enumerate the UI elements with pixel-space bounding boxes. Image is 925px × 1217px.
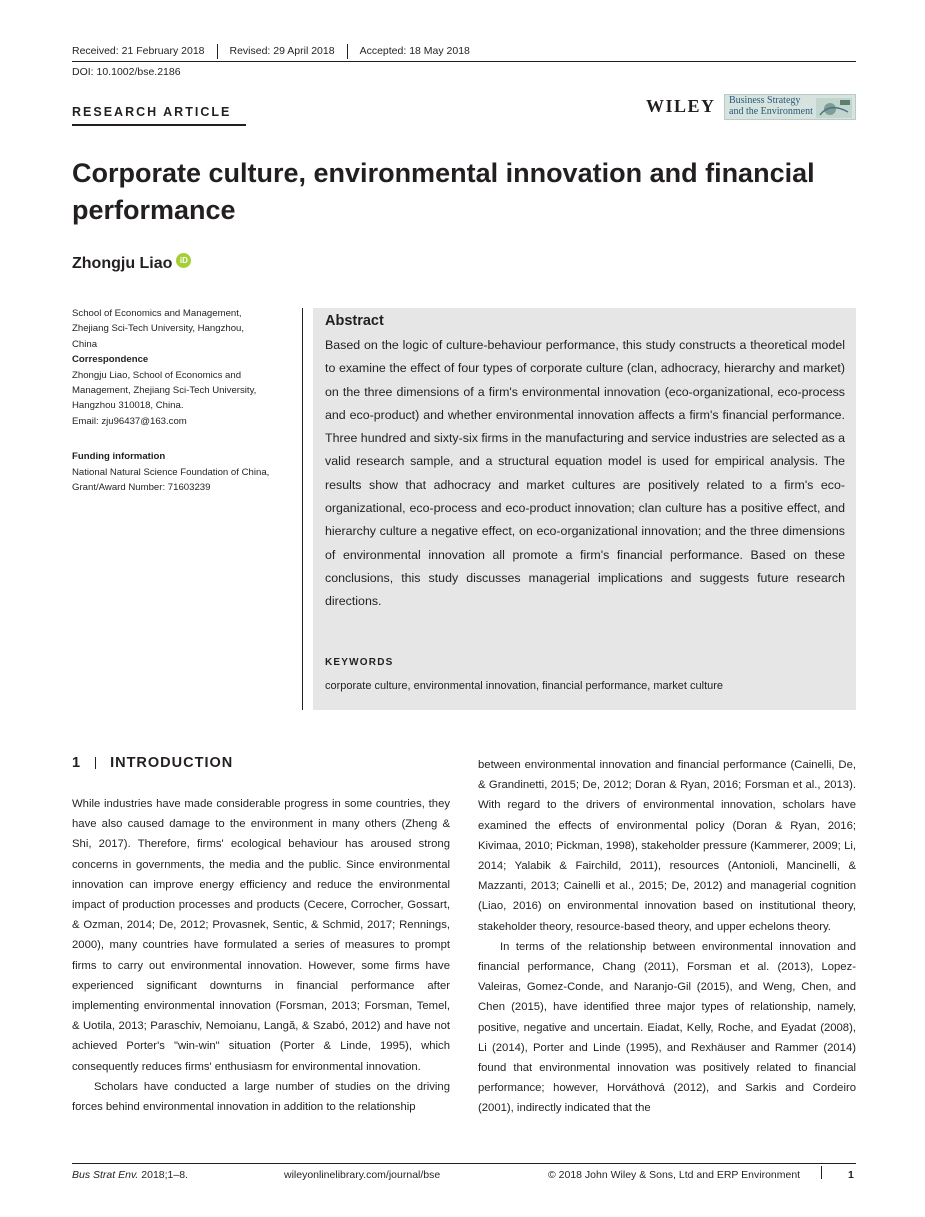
footer-separator xyxy=(821,1166,822,1179)
funding-line: National Natural Science Foundation of China, xyxy=(72,466,270,478)
author-name[interactable]: Zhongju Liao xyxy=(72,255,173,272)
funding xyxy=(72,465,297,496)
section-title: INTRODUCTION xyxy=(110,755,234,771)
received-date: Received: 21 February 2018 xyxy=(72,45,205,57)
affiliation-line: China xyxy=(72,338,98,350)
section-separator xyxy=(95,757,96,769)
keywords-label: KEYWORDS xyxy=(325,657,394,668)
affiliation-line: Zhejiang Sci-Tech University, Hangzhou, xyxy=(72,323,245,335)
keywords: corporate culture, environmental innovation, financial performance, market culture xyxy=(325,680,724,692)
correspondence xyxy=(72,368,297,430)
affiliation xyxy=(72,306,297,352)
article-dates xyxy=(72,44,482,59)
footer-divider xyxy=(72,1163,856,1164)
accepted-date: Accepted: 18 May 2018 xyxy=(347,44,482,59)
body-paragraph: between environmental innovation and financial performance (Cainelli, De, & Grandinetti, 2015; De, 2012; Doran & Ryan, 2016; Forsman et al., 2013). With regard to the drivers of environmental innovation, scholars have examined the effects of environmental policy (Doran & Ryan, 2016; Kivimaa, 2010; Pickman, 1998), stakeholder pressure (Kammerer, 2009; Li, 2014; Yalabik & Fairchild, 2011), resources (Antonioli, Mancinelli, & Mazzanti, 2013; Cainelli et al., 2015; De, 2012) and managerial cognition (Liao, 2016) on environmental innovation based on institutional theory, stakeholder theory, resource-based theory, and upper echelons theory. xyxy=(478,759,856,933)
body-paragraph: Scholars have conducted a large number of studies on the driving forces behind environmental innovation in addition to the relationship xyxy=(72,1080,450,1114)
abstract-text: Based on the logic of culture-behaviour performance, this study constructs a theoretical model to examine the effect of four types of corporate culture (clan, adhocracy, hierarchy and market) on the three dimensions of a firm's environmental innovation (eco-organizational, eco-process and eco-product) and whether environmental innovation affects a firm's financial performance. Three hundred and sixty-six firms in the manufacturing and service industries are selected as a valid research sample, and a structural equation model is used for empirical analysis. The results show that adhocracy and market cultures are positively related to a firm's eco-organizational, eco-process and eco-product innovation; clan culture has a positive effect, and hierarchy culture a negative effect, on eco-organizational innovation; and the three dimensions of environmental innovation all promote a firm's financial performance. Based on these conclusions, this study discusses managerial implications and suggests future research directions. xyxy=(325,338,845,609)
correspondence-line: Hangzhou 310018, China. xyxy=(72,400,184,412)
page-number: 1 xyxy=(848,1169,854,1181)
revised-date: Revised: 29 April 2018 xyxy=(217,44,347,59)
journal-logo-line2: and the Environment xyxy=(729,105,813,117)
footer-copyright: © 2018 John Wiley & Sons, Ltd and ERP Environment xyxy=(548,1169,801,1181)
footer-citation xyxy=(72,1169,188,1181)
article-type-underline xyxy=(72,124,246,126)
footer-url[interactable]: wileyonlinelibrary.com/journal/bse xyxy=(284,1169,441,1181)
author xyxy=(72,255,191,273)
footer-journal-abbr: Bus Strat Env. xyxy=(72,1169,139,1181)
orcid-icon[interactable]: iD xyxy=(176,253,191,268)
sidebar-divider xyxy=(302,308,303,710)
paper-title: Corporate culture, environmental innovation and financial performance xyxy=(72,158,815,225)
correspondence-email[interactable]: Email: zju96437@163.com xyxy=(72,415,187,427)
header-divider xyxy=(72,61,856,62)
body-column-right xyxy=(478,755,856,1119)
doi[interactable]: DOI: 10.1002/bse.2186 xyxy=(72,66,181,78)
abstract-heading: Abstract xyxy=(325,313,384,329)
body-column-left xyxy=(72,794,450,1117)
journal-logo-line1: Business Strategy xyxy=(729,95,801,106)
funding-label: Funding information xyxy=(72,451,166,463)
abstract-box xyxy=(313,308,856,710)
journal-cover-icon xyxy=(816,98,852,118)
section-heading xyxy=(72,755,233,771)
author-info-sidebar xyxy=(72,306,297,495)
body-paragraph: In terms of the relationship between environmental innovation and financial performance, Chang (2011), Forsman et al. (2013), Lopez-Valeiras, Gomez-Conde, and Naranjo-Gil (2015), and Weng, Chen, and Chen (2015), have identified three major types of relationship, namely, positive, negative and uncertain. Eiadat, Kelly, Roche, and Eyadat (2008), Li (2014), Porter and Linde (1995), and Rexhäuser and Rammer (2014) found that environmental innovation was positively related to financial performance; however, Horváthová (2012), and Sarkis and Cordeiro (2001), indirectly indicated that the xyxy=(478,940,856,1115)
footer-year-pages: 2018;1–8. xyxy=(138,1169,188,1181)
correspondence-line: Management, Zhejiang Sci-Tech University, xyxy=(72,385,257,397)
body-paragraph: While industries have made considerable progress in some countries, they have also caused damage to the environment in many others (Zheng & Shi, 2017). Therefore, firms' ecological behaviour has aroused strong concerns in governments, the media and the public. Since environmental innovation can improve energy efficiency and reduce the environmental impact of production processes and products (Cecere, Corrocher, Gossart, & Ozman, 2014; De, 2012; Provasnek, Sentic, & Schmid, 2017; Rennings, 2000), many countries have formulated a series of measures to prompt firms to carry out environmental innovation. However, some firms have experienced significant downturns in financial performance after implementing environmental innovation (Forsman, 2013; Forsman, Temel, & Uotila, 2013; Paraschiv, Nemoianu, Langă, & Szabó, 2012) and have not achieved Porter's "win-win" situation (Porter & Linde, 1995), which consequently reduces firms' enthusiasm for environmental innovation. xyxy=(72,798,450,1073)
section-number: 1 xyxy=(72,755,82,771)
correspondence-label: Correspondence xyxy=(72,354,149,366)
affiliation-line: School of Economics and Management, xyxy=(72,308,242,319)
publisher-logo[interactable]: WILEY xyxy=(646,96,716,116)
funding-line: Grant/Award Number: 71603239 xyxy=(72,482,211,494)
journal-logo[interactable] xyxy=(724,94,856,120)
article-type: RESEARCH ARTICLE xyxy=(72,105,232,119)
correspondence-line: Zhongju Liao, School of Economics and xyxy=(72,369,242,381)
